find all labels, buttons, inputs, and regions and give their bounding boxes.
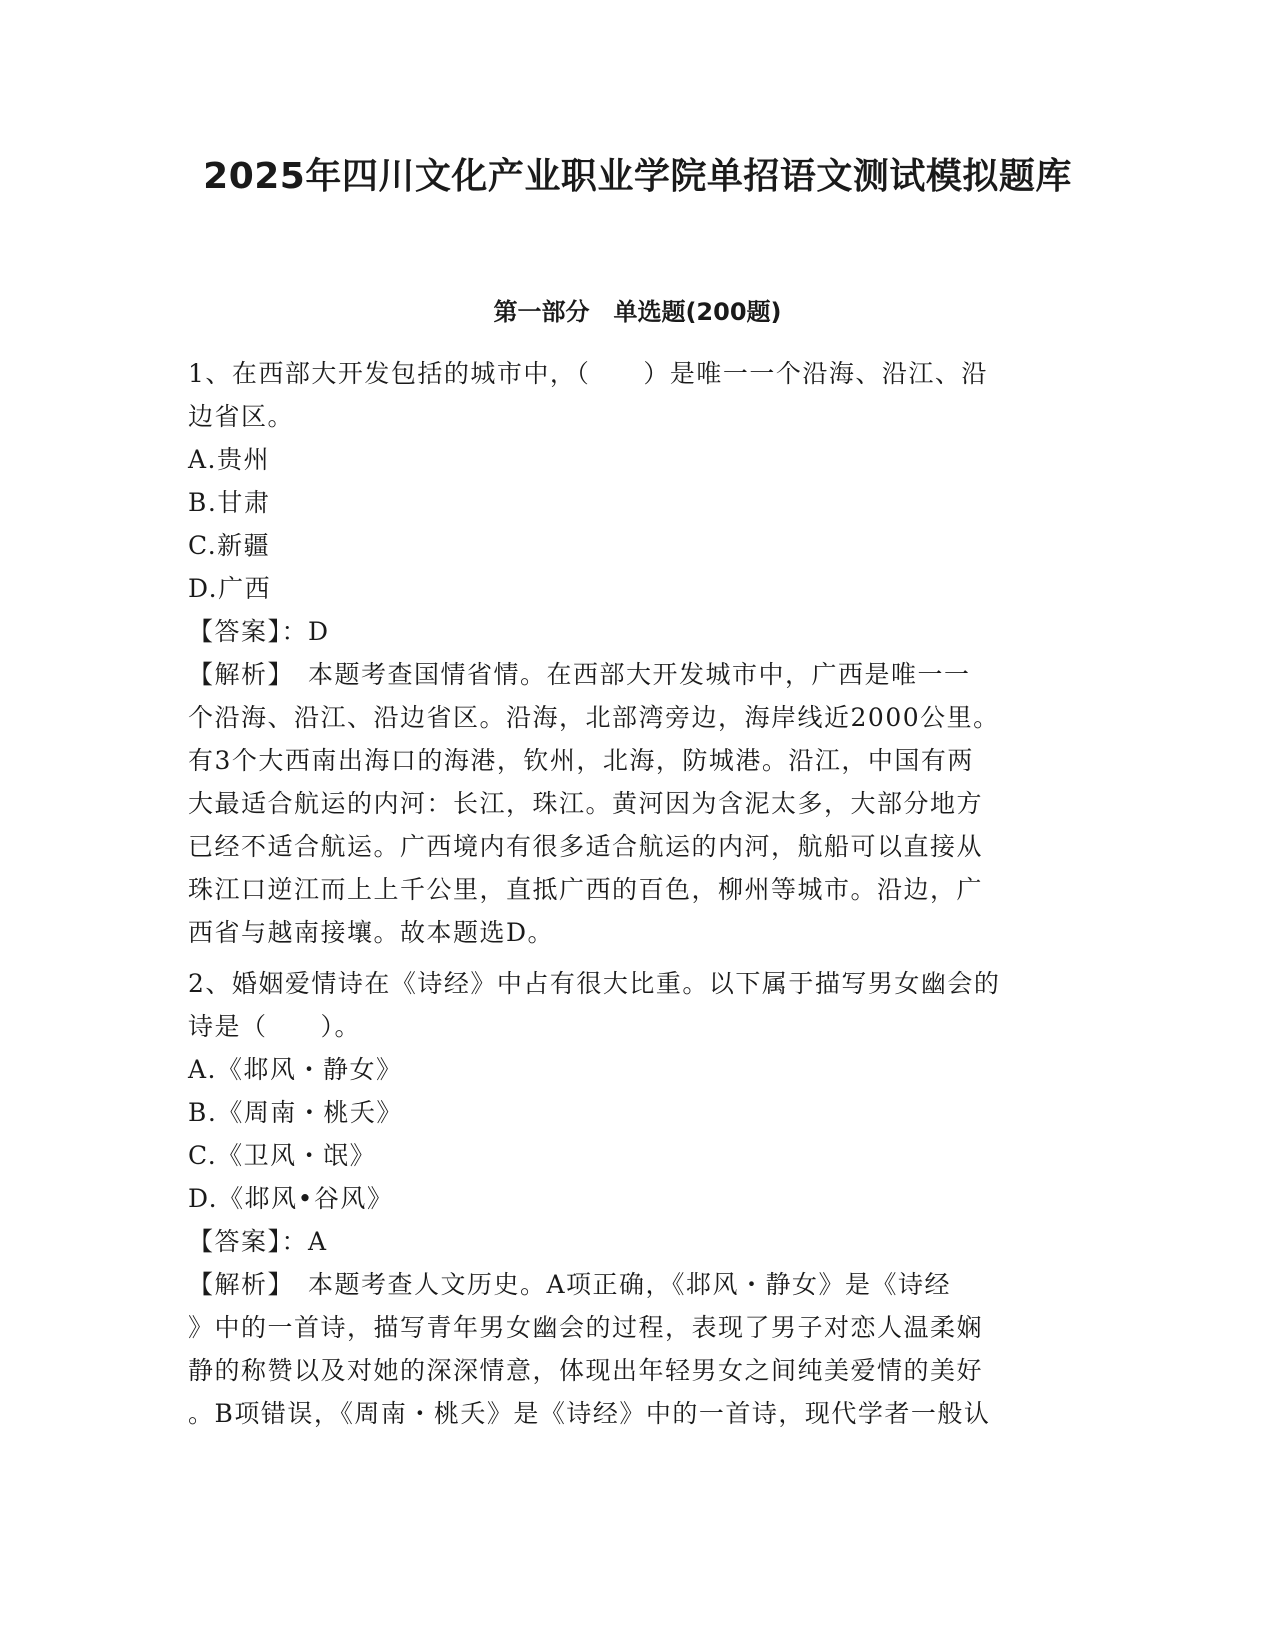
document-title: 2025年四川文化产业职业学院单招语文测试模拟题库 xyxy=(203,156,1072,197)
question-list xyxy=(188,352,1078,1441)
option-c: C.《卫风・氓》 xyxy=(188,1141,377,1170)
explanation-line: 珠江口逆江而上上千公里，直抵广西的百色，柳州等城市。沿边，广 xyxy=(188,875,984,904)
option-a: A.贵州 xyxy=(188,445,271,474)
explanation-line: 西省与越南接壤。故本题选D。 xyxy=(188,918,555,947)
option-c: C.新疆 xyxy=(188,531,271,560)
explanation-line: 静的称赞以及对她的深深情意，体现出年轻男女之间纯美爱情的美好 xyxy=(188,1356,984,1385)
explanation-line: 大最适合航运的内河：长江，珠江。黄河因为含泥太多，大部分地方 xyxy=(188,789,984,818)
explanation-line: 【解析】 本题考查人文历史。A项正确，《邶风・静女》是《诗经 xyxy=(188,1270,952,1299)
option-b: B.甘肃 xyxy=(188,488,271,517)
explanation-line: 个沿海、沿江、沿边省区。沿海，北部湾旁边，海岸线近2000公里。 xyxy=(188,703,1000,732)
question-stem-line: 边省区。 xyxy=(188,402,295,431)
option-b: B.《周南・桃夭》 xyxy=(188,1098,403,1127)
explanation-line: 有3个大西南出海口的海港，钦州，北海，防城港。沿江，中国有两 xyxy=(188,746,974,775)
option-d: D.《邶风•谷风》 xyxy=(188,1184,394,1213)
answer-line: 【答案】：A xyxy=(188,1227,328,1256)
question-item xyxy=(188,352,1078,954)
question-item xyxy=(188,962,1078,1435)
explanation-line: 已经不适合航运。广西境内有很多适合航运的内河，航船可以直接从 xyxy=(188,832,984,861)
explanation-line: 【解析】 本题考查国情省情。在西部大开发城市中，广西是唯一一 xyxy=(188,660,971,689)
explanation-line: 。B项错误，《周南・桃夭》是《诗经》中的一首诗，现代学者一般认 xyxy=(188,1399,991,1428)
option-d: D.广西 xyxy=(188,574,272,603)
question-stem-line: 诗是（ ）。 xyxy=(188,1012,362,1041)
question-stem-line: 2、婚姻爱情诗在《诗经》中占有很大比重。以下属于描写男女幽会的 xyxy=(188,969,1001,998)
section-title: 第一部分 单选题(200题) xyxy=(493,298,782,326)
explanation-line: 》中的一首诗，描写青年男女幽会的过程，表现了男子对恋人温柔娴 xyxy=(188,1313,984,1342)
option-a: A.《邶风・静女》 xyxy=(188,1055,403,1084)
answer-line: 【答案】：D xyxy=(188,617,330,646)
question-stem-line: 1、在西部大开发包括的城市中，（ ）是唯一一个沿海、沿江、沿 xyxy=(188,359,988,388)
